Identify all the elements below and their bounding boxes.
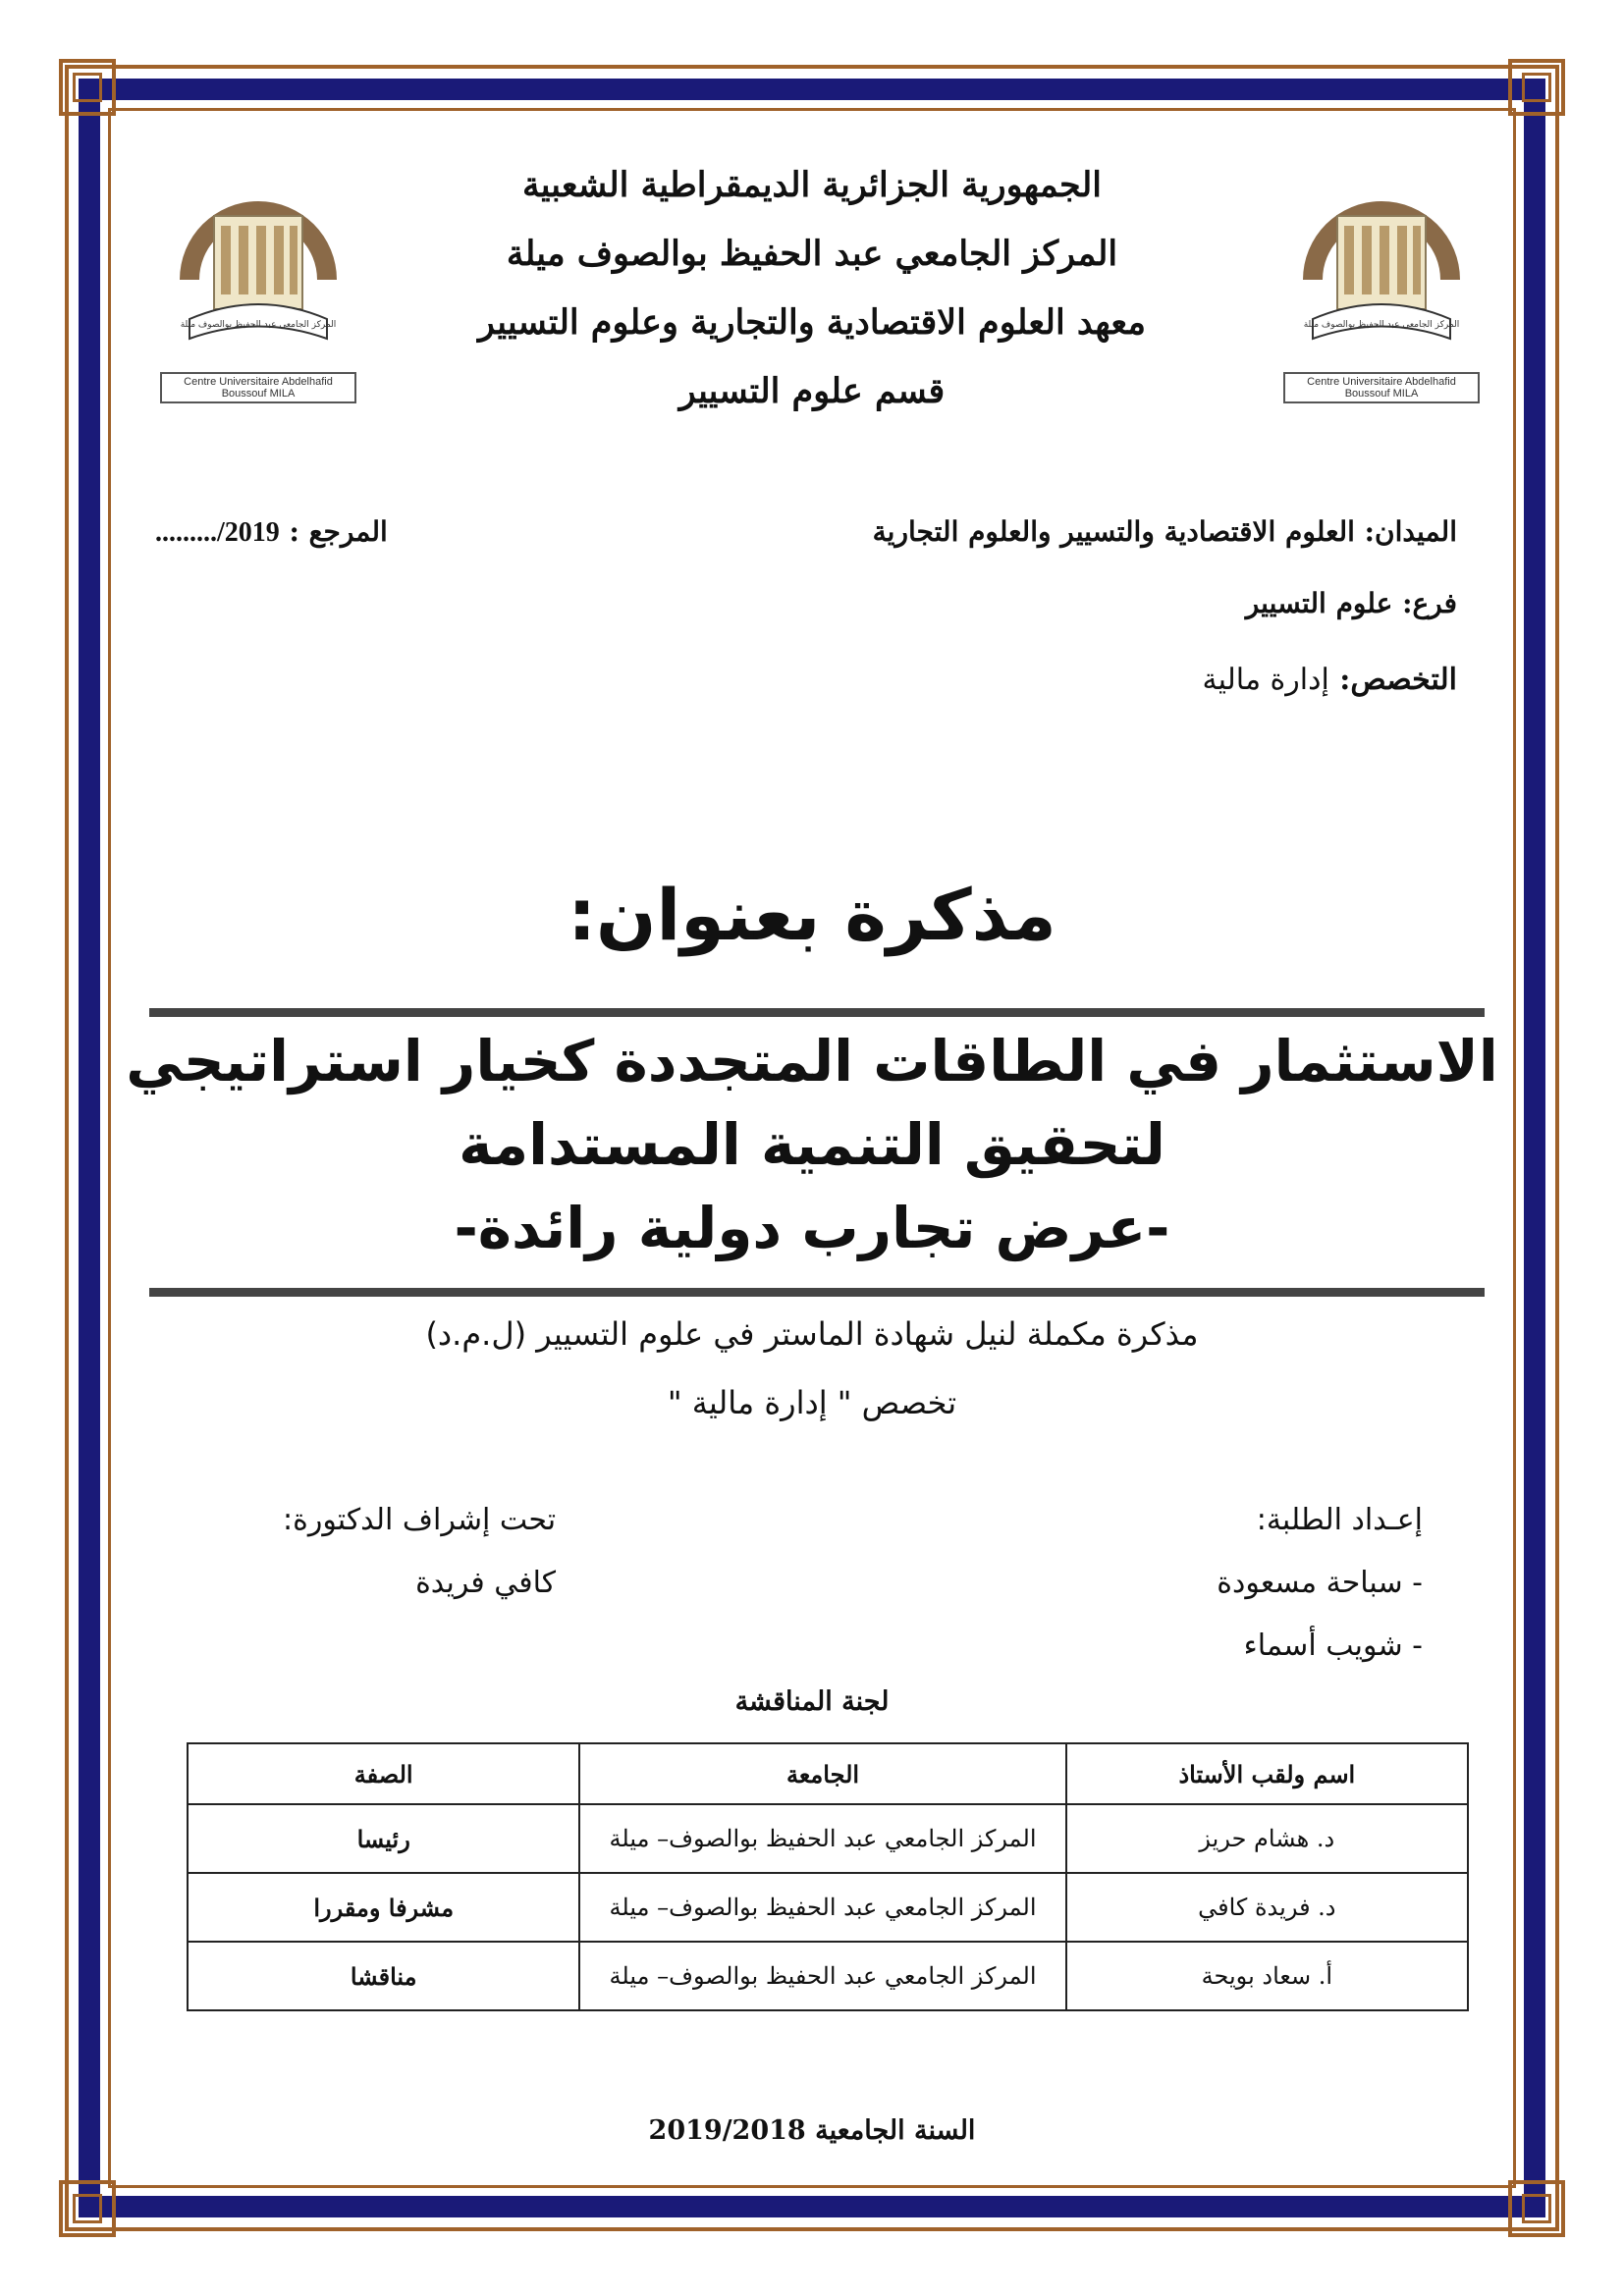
specialty-value: إدارة مالية [1202, 663, 1329, 697]
branch-value: علوم التسيير [1245, 587, 1393, 619]
supervisor-name: كافي فريدة [415, 1566, 557, 1600]
specialty-label: التخصص: [1339, 663, 1457, 697]
reference-label: المرجع : [289, 515, 388, 548]
logo-caption: Centre Universitaire Abdelhafid Boussouf MILA [1283, 372, 1480, 403]
thesis-title-line1: الاستثمار في الطاقات المتجددة كخيار استراتيجي [126, 1028, 1498, 1095]
professor-university: المركز الجامعي عبد الحفيظ بوالصوف– ميلة [579, 1942, 1065, 2010]
branch-line [1246, 587, 1457, 619]
student-name: - شويب أسماء [1243, 1629, 1423, 1663]
table-row [188, 1873, 1468, 1942]
professor-role: مشرفا ومقررا [188, 1873, 579, 1942]
specialty-line [1203, 663, 1457, 697]
logo-banner-text: المركز الجامعي عبد الحفيظ بوالصوف ميلة [1303, 320, 1460, 330]
corner-ornament [59, 2180, 116, 2237]
table-row [188, 1804, 1468, 1873]
corner-ornament [1508, 2180, 1565, 2237]
student-name: - سباحة مسعودة [1217, 1566, 1423, 1600]
professor-university: المركز الجامعي عبد الحفيظ بوالصوف– ميلة [579, 1873, 1065, 1942]
degree-statement: مذكرة مكملة لنيل شهادة الماستر في علوم التسيير (ل.م.د) [425, 1315, 1199, 1353]
table-header-row [188, 1743, 1468, 1804]
table-row [188, 1942, 1468, 2010]
professor-role: مناقشا [188, 1942, 579, 2010]
title-rule-top [149, 1008, 1485, 1017]
branch-label: فرع: [1402, 587, 1457, 619]
supervisor-label: تحت إشراف الدكتورة: [283, 1503, 557, 1537]
title-rule-bottom [149, 1288, 1485, 1297]
logo-banner-text: المركز الجامعي عبد الحفيظ بوالصوف ميلة [180, 320, 337, 330]
column-header: اسم ولقب الأستاذ [1066, 1743, 1468, 1804]
professor-name: د. هشام حريز [1066, 1804, 1468, 1873]
professor-role: رئيسا [188, 1804, 579, 1873]
corner-ornament [1508, 59, 1565, 116]
professor-name: د. فريدة كافي [1066, 1873, 1468, 1942]
jury-table [187, 1742, 1469, 2011]
field-value: العلوم الاقتصادية والتسيير والعلوم التجارية [872, 515, 1355, 548]
logo-caption: Centre Universitaire Abdelhafid Boussouf MILA [160, 372, 356, 403]
reference-line [155, 515, 388, 549]
thesis-title-line3: -عرض تجارب دولية رائدة- [454, 1195, 1170, 1261]
header-institute: معهد العلوم الاقتصادية والتجارية وعلوم التسيير [477, 302, 1146, 343]
thesis-heading: مذكرة بعنوان: [568, 874, 1056, 956]
academic-year: السنة الجامعية 2019/2018 [648, 2115, 976, 2146]
header-department: قسم علوم التسيير [678, 371, 946, 411]
students-label: إعـداد الطلبة: [1256, 1503, 1423, 1537]
specialty-statement: تخصص " إدارة مالية " [667, 1384, 957, 1421]
supervisor-block [283, 1494, 556, 1610]
reference-value: 2019/......... [155, 517, 280, 548]
column-header: الجامعة [579, 1743, 1065, 1804]
column-header: الصفة [188, 1743, 579, 1804]
professor-name: أ. سعاد بويحة [1066, 1942, 1468, 2010]
professor-university: المركز الجامعي عبد الحفيظ بوالصوف– ميلة [579, 1804, 1065, 1873]
thesis-title-line2: لتحقيق التنمية المستدامة [459, 1111, 1165, 1178]
jury-title: لجنة المناقشة [734, 1686, 890, 1717]
students-block [1217, 1494, 1423, 1673]
header-university: المركز الجامعي عبد الحفيظ بوالصوف ميلة [506, 234, 1118, 274]
corner-ornament [59, 59, 116, 116]
header-republic: الجمهورية الجزائرية الديمقراطية الشعبية [521, 165, 1102, 205]
field-label: الميدان: [1364, 515, 1457, 548]
field-line [873, 515, 1457, 548]
